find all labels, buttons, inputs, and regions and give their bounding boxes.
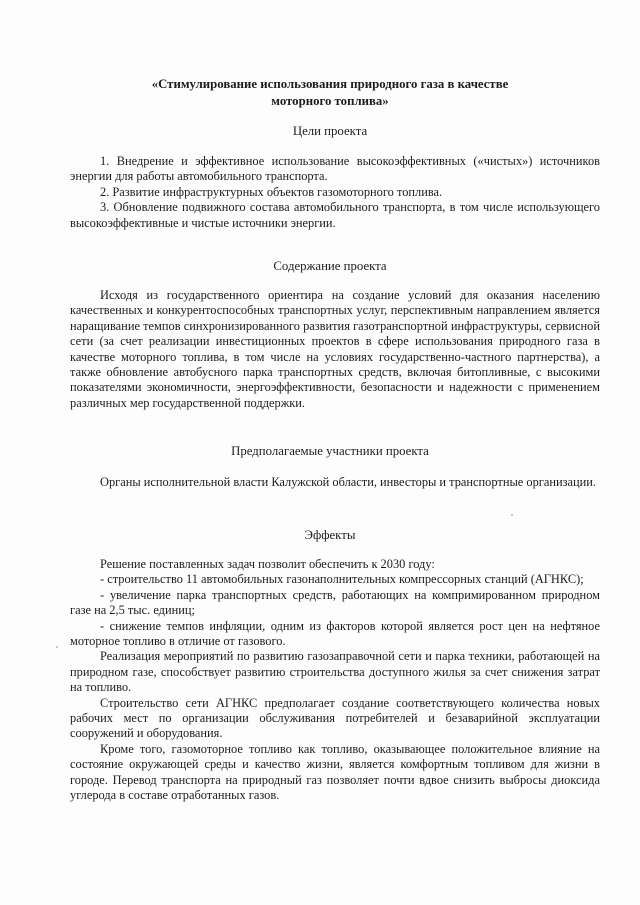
goal-item: 3. Обновление подвижного состава автомобильного транспорта, в том числе использующего высокоэффективные и чистые источники энергии. [70,200,600,230]
goals-heading: Цели проекта [292,124,368,138]
effects-paragraph: Кроме того, газомоторное топливо как топливо, оказывающее положительное влияние на состояние окружающей среды и качество жизни, является комфортным топливом для жизни в городе. Перевод транспорта на природный газ позволяет почти вдвое снизить выбросы диоксида углерода в составе отработанных газов. [70,741,600,803]
effects-heading: Эффекты [304,528,356,542]
effects-paragraph: Реализация мероприятий по развитию газозаправочной сети и парка техники, работающей на природном газе, способствует развитию строительства доступного жилья за счет снижения затрат на топливо. [70,649,600,695]
document-title [60,76,600,110]
goal-item: 2. Развитие инфраструктурных объектов газомоторного топлива. [100,184,443,199]
participants-heading: Предполагаемые участники проекта [231,444,429,458]
scan-speck [511,514,513,516]
participants-section [70,475,600,490]
scan-speck [56,646,58,648]
content-heading: Содержание проекта [273,259,387,273]
title-line-2: моторного топлива» [271,94,389,108]
effects-intro: Решение поставленных задач позволит обеспечить к 2030 году: [100,557,435,571]
effects-bullet: - увеличение парка транспортных средств, работающих на компримированном природном газе на 2,5 тыс. единиц; [70,587,600,618]
effects-paragraph: Строительство сети АГНКС предполагает создание соответствующего количества новых рабочих мест по организации обслуживания потребителей и безаварийной эксплуатации сооружений и оборудования. [70,695,600,741]
title-line-1: «Стимулирование использования природного газа в качестве [151,77,509,91]
effects-bullet: - снижение темпов инфляции, одним из факторов которой является рост цен на нефтяное моторное топливо в отличие от газового. [70,618,600,649]
content-section [70,288,600,411]
effects-bullet: - строительство 11 автомобильных газонаполнительных компрессорных станций (АГНКС); [100,572,584,587]
participants-paragraph: Органы исполнительной власти Калужской области, инвесторы и транспортные организации. [100,475,596,489]
goals-list [70,154,600,231]
content-paragraph: Исходя из государственного ориентира на создание условий для оказания населению качественных и конкурентоспособных транспортных услуг, перспективным направлением является наращивание темпов синхронизированного развития газотранспортной инфраструктуры, сервисной сети (за счет реализации инвестиционных проектов в сфере использования природного газа в качестве моторного топлива, в том числе на условиях государственно-частного партнерства), а также обновление автобусного парка транспортных средств, включая битопливные, с высокими показателями экономичности, энергоэффективности, безопасности и надежности с применением различных мер государственной поддержки. [70,288,600,410]
goal-item: 1. Внедрение и эффективное использование высокоэффективных («чистых») источников энергии для работы автомобильного транспорта. [70,154,600,184]
effects-section [70,557,600,804]
